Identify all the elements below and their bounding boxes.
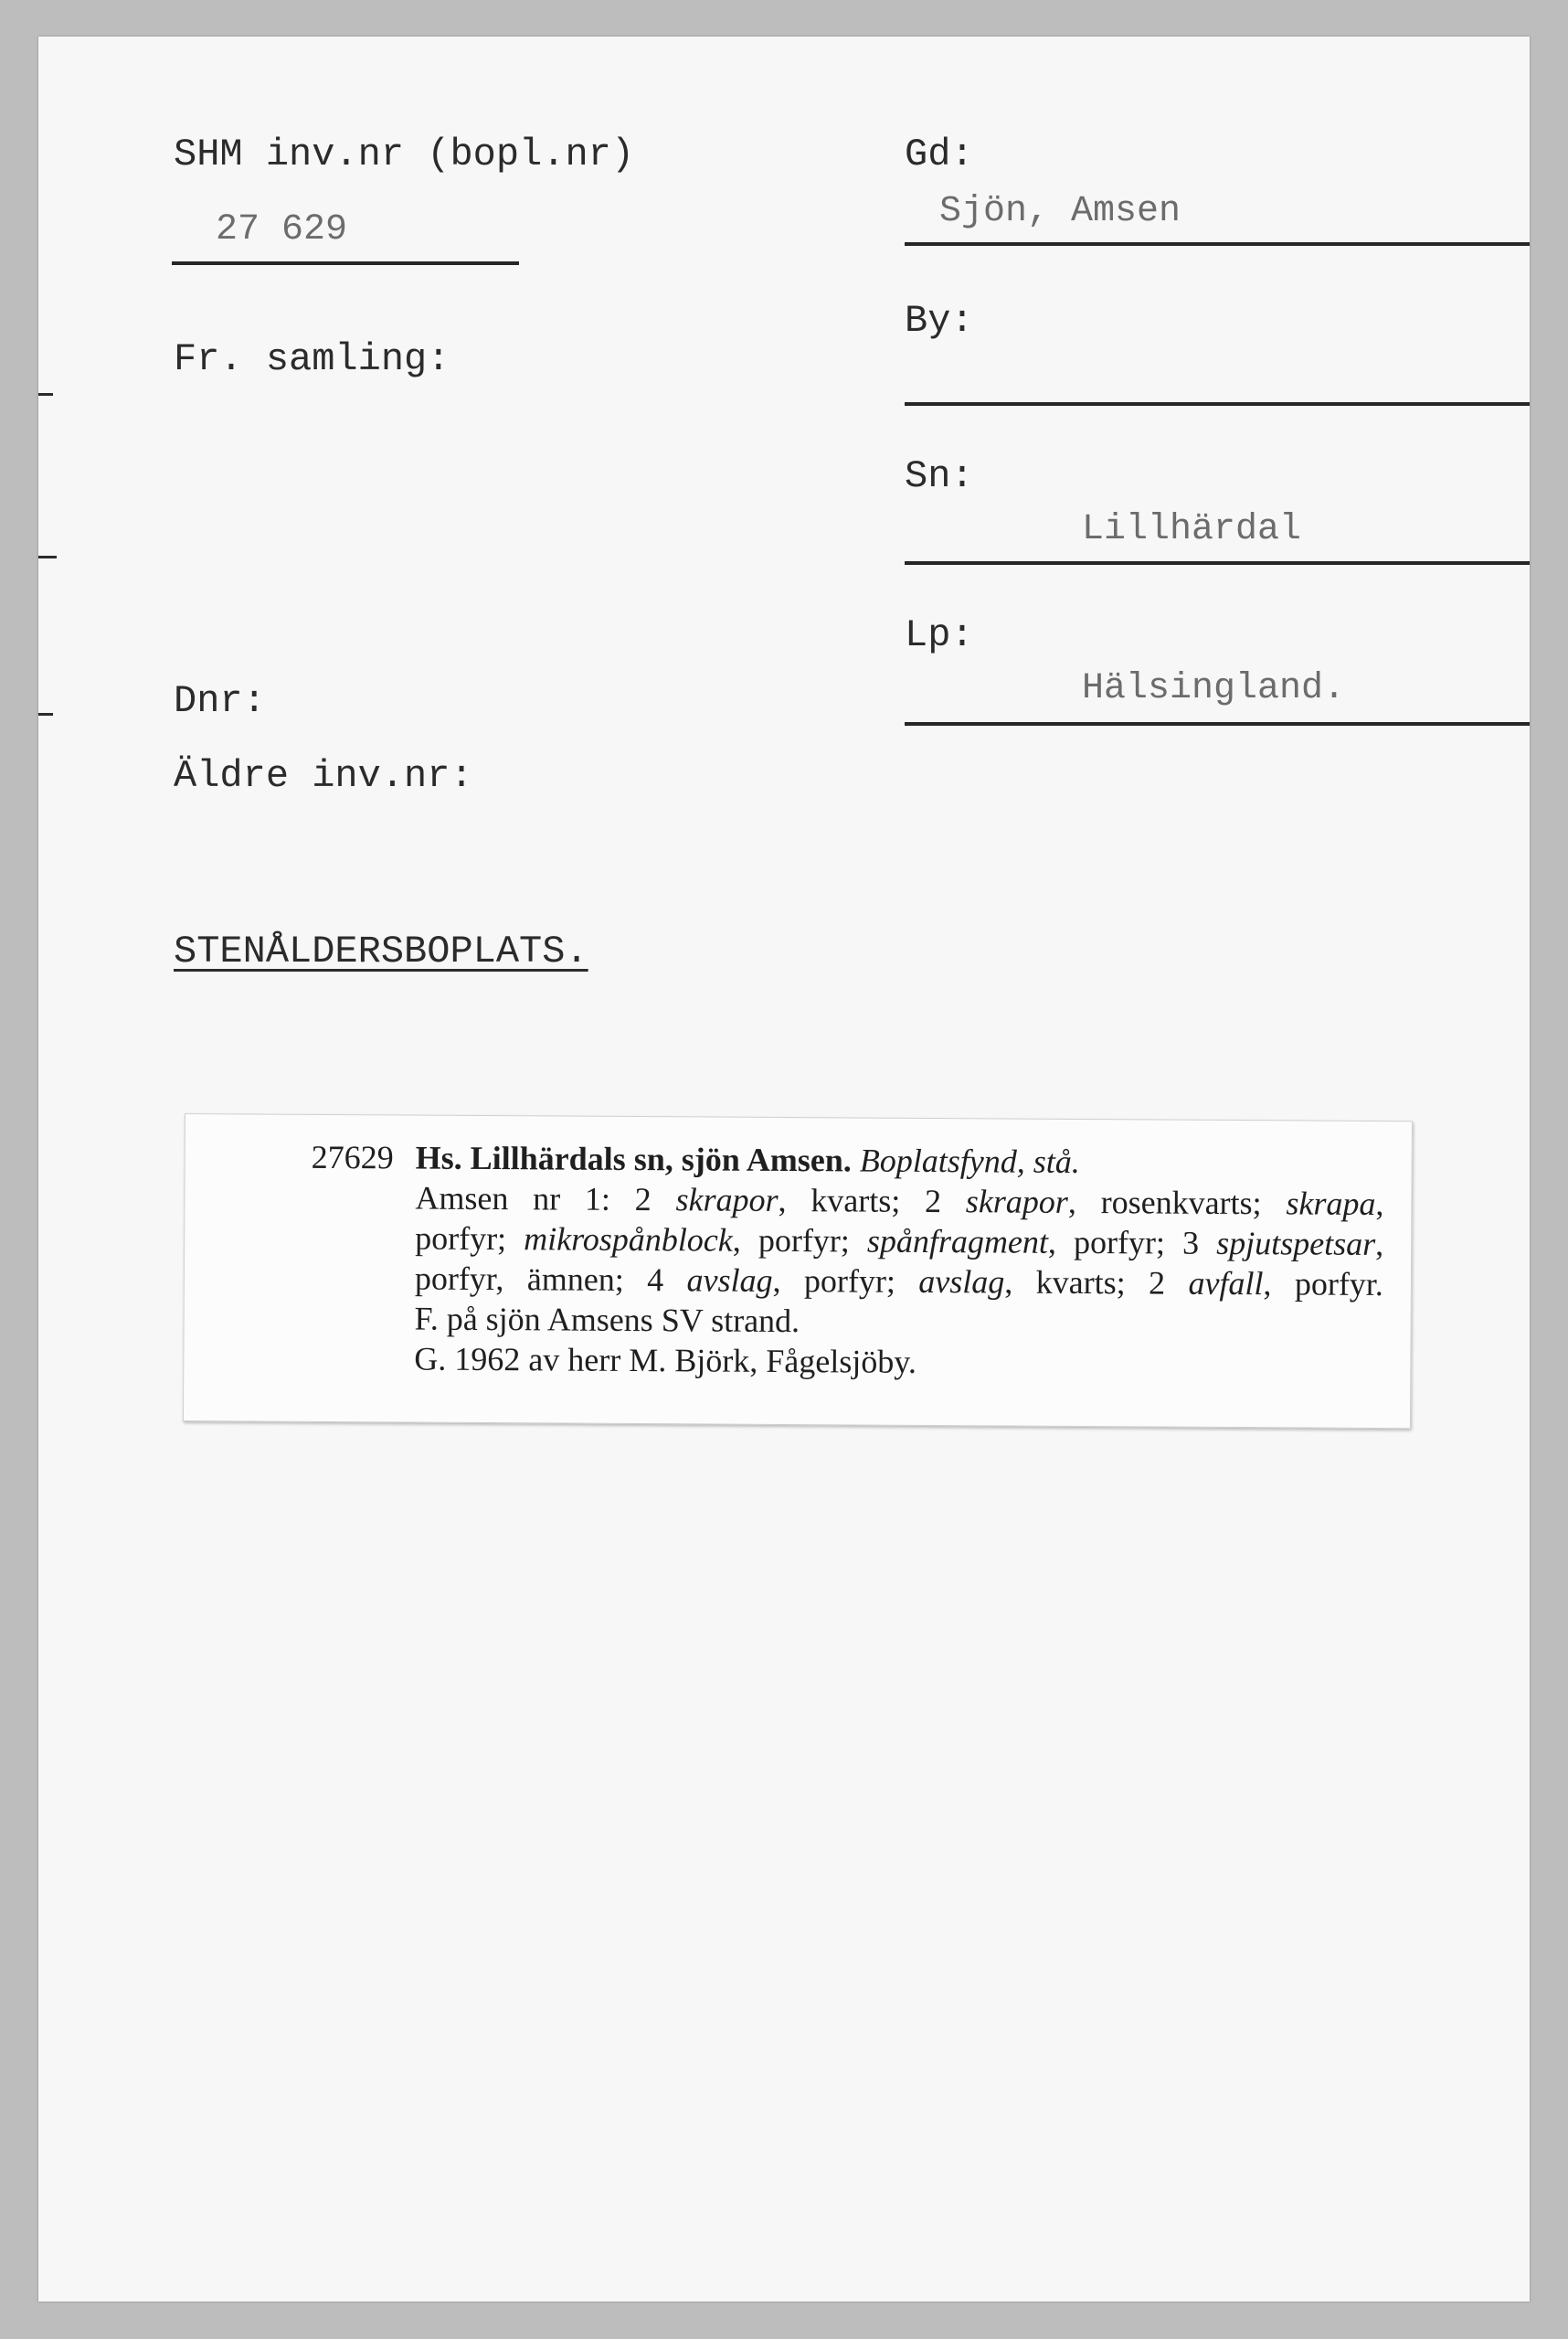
- dnr-label: Dnr:: [174, 679, 266, 723]
- slip-line-3: [415, 1219, 1384, 1263]
- inventory-number-rule: [172, 261, 519, 265]
- gd-value: Sjön, Amsen: [939, 191, 1181, 232]
- aldre-inv-label: Äldre inv.nr:: [174, 754, 473, 798]
- edge-mark: [38, 713, 53, 716]
- edge-mark: [38, 556, 57, 558]
- slip-italic-term: skrapor: [675, 1181, 779, 1218]
- slip-text-run: , rosenkvarts;: [1067, 1183, 1287, 1222]
- slip-text-run: , kvarts; 2: [1004, 1263, 1189, 1302]
- slip-text-run: ,: [1375, 1185, 1384, 1223]
- edge-mark: [38, 393, 53, 396]
- inventory-number-label: SHM inv.nr (bopl.nr): [174, 133, 635, 176]
- slip-line-4: [415, 1262, 1383, 1301]
- slip-text-run: ,: [1375, 1225, 1384, 1263]
- sn-label: Sn:: [905, 454, 974, 498]
- slip-text-run: , kvarts; 2: [778, 1181, 967, 1220]
- slip-italic-term: mikrospånblock: [524, 1220, 733, 1259]
- slip-text-run: , porfyr;: [772, 1261, 919, 1300]
- slip-category: Boplatsfynd, stå.: [859, 1142, 1080, 1180]
- lp-label: Lp:: [905, 613, 974, 657]
- slip-italic-term: spånfragment: [866, 1222, 1049, 1260]
- slip-line-2: [415, 1179, 1384, 1223]
- slip-line-5: F. på sjön Amsens SV strand.: [414, 1300, 800, 1340]
- inventory-number-value: 27 629: [216, 209, 348, 250]
- gd-rule: [905, 242, 1530, 246]
- slip-italic-term: skrapa: [1286, 1185, 1376, 1222]
- catalog-slip: [183, 1113, 1413, 1429]
- fr-samling-label: Fr. samling:: [174, 337, 450, 381]
- slip-line-6: G. 1962 av herr M. Björk, Fågelsjöby.: [414, 1340, 917, 1380]
- lp-value: Hälsingland.: [1082, 668, 1346, 709]
- slip-italic-term: skrapor: [965, 1183, 1069, 1220]
- site-type-heading: STENÅLDERSBOPLATS.: [174, 930, 588, 973]
- by-rule: [905, 402, 1530, 406]
- slip-line-1: [415, 1139, 1080, 1180]
- slip-italic-term: avfall: [1188, 1264, 1264, 1302]
- lp-rule: [905, 722, 1530, 726]
- sn-rule: [905, 561, 1530, 565]
- slip-number: 27629: [311, 1138, 394, 1176]
- catalog-card: [38, 37, 1530, 2302]
- slip-title: Hs. Lillhärdals sn, sjön Amsen.: [415, 1139, 852, 1179]
- slip-italic-term: spjutspetsar: [1216, 1224, 1376, 1262]
- slip-italic-term: avslag: [918, 1262, 1005, 1301]
- gd-label: Gd:: [905, 133, 974, 176]
- slip-text-run: , porfyr;: [732, 1221, 868, 1260]
- slip-text-run: Amsen nr 1: 2: [415, 1179, 676, 1218]
- slip-text-run: porfyr, ämnen; 4: [414, 1260, 687, 1299]
- sn-value: Lillhärdal: [1082, 509, 1302, 550]
- slip-italic-term: avslag: [686, 1261, 773, 1299]
- slip-text-run: porfyr;: [415, 1219, 524, 1258]
- slip-text-run: , porfyr.: [1263, 1265, 1384, 1303]
- by-label: By:: [905, 299, 974, 343]
- slip-text-run: , porfyr; 3: [1047, 1223, 1217, 1261]
